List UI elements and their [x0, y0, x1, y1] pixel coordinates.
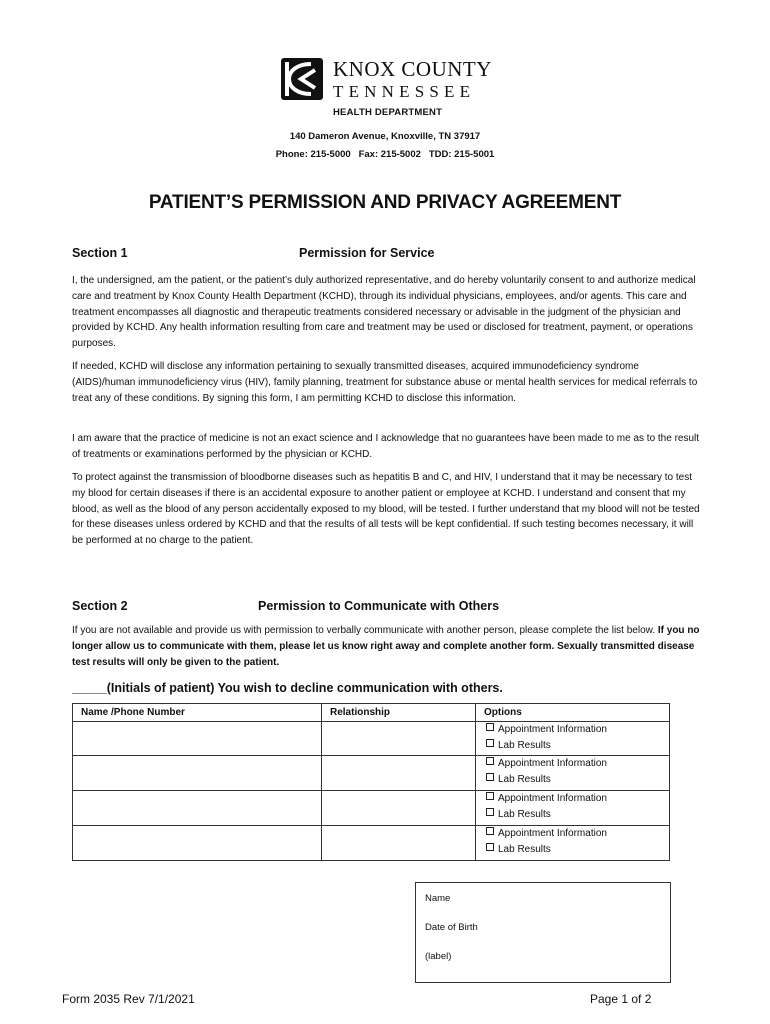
table-row: [73, 722, 670, 756]
checkbox-icon[interactable]: [486, 723, 494, 731]
options-cell: [476, 722, 670, 756]
option-lab-results[interactable]: Lab Results: [486, 772, 669, 788]
option-appointment[interactable]: Appointment Information: [486, 791, 669, 807]
option-appointment[interactable]: Appointment Information: [486, 826, 669, 842]
option-lab-results[interactable]: Lab Results: [486, 842, 669, 858]
kchd-logo-icon: [281, 58, 323, 100]
section1-paragraph-2: If needed, KCHD will disclose any information pertaining to sexually transmitted diseases, acquired immunodeficiency syndrome (AIDS)/human immunodeficiency virus (HIV), family planning, treatment for substance abuse or mental health services for medical referrals to treat any of these conditions. By signing this form, I am permitting KCHD to disclose this information.: [72, 361, 698, 404]
options-cell: [476, 756, 670, 791]
option-appointment[interactable]: Appointment Information: [486, 756, 669, 772]
communication-table: [72, 703, 670, 861]
relationship-cell[interactable]: [322, 756, 476, 791]
relationship-cell[interactable]: [322, 826, 476, 861]
column-header-options: Options: [476, 704, 670, 722]
section2-intro-plain: If you are not available and provide us with permission to verbally communicate with another person, please complete the list below.: [72, 625, 656, 636]
checkbox-icon[interactable]: [486, 792, 494, 800]
label-placeholder: (label): [425, 951, 452, 962]
checkbox-icon[interactable]: [486, 827, 494, 835]
phone-numbers: Phone: 215-5000 Fax: 215-5002 TDD: 215-5001: [275, 149, 495, 160]
section1-paragraph-4: To protect against the transmission of bloodborne diseases such as hepatitis B and C, and HIV, I understand that it may be necessary to test my blood for certain diseases if there is an accidental exposure to another patient or employee at KCHD. I understand and consent that my blood, as well as the blood of any person accidentally exposed to my blood, will be tested. I further understand that my blood will not be tested for these diseases unless ordered by KCHD and that the results of all tests will be kept confidential. If such testing becomes necessary, it will be performed at no charge to the patient.: [72, 472, 700, 547]
table-row: [73, 826, 670, 861]
section1-paragraph-1: I, the undersigned, am the patient, or the patient’s duly authorized representative, and do hereby voluntarily consent to and authorize medical care and treatment by Knox County Health Department (KCHD), through its individual physicians, employees, and/or agents. This care and treatment encompasses all diagnostic and therapeutic treatments considered necessary or advisable in the judgment of the physician and provided by KCHD. Any health information resulting from care and treatment may be used or disclosed for treatment, payment, or operations purposes.: [72, 275, 696, 350]
options-cell: [476, 791, 670, 826]
checkbox-icon[interactable]: [486, 773, 494, 781]
relationship-cell[interactable]: [322, 722, 476, 756]
name-phone-cell[interactable]: [73, 826, 322, 861]
label-name: Name: [425, 893, 451, 904]
patient-label-box[interactable]: [415, 882, 671, 983]
section1-heading: Permission for Service: [299, 246, 435, 260]
section2-heading: Permission to Communicate with Others: [258, 599, 500, 613]
logo-text-state: TENNESSEE: [333, 82, 476, 101]
decline-initials-line[interactable]: _____(Initials of patient) You wish to decline communication with others.: [72, 681, 503, 695]
column-header-name-phone: Name /Phone Number: [73, 704, 322, 722]
checkbox-icon[interactable]: [486, 843, 494, 851]
logo-text-county: KNOX COUNTY: [333, 57, 492, 81]
section1-paragraph-3: I am aware that the practice of medicine is not an exact science and I acknowledge that no guarantees have been made to me as to the result of treatments or examinations performed by the physician or KCHD.: [72, 433, 700, 460]
name-phone-cell[interactable]: [73, 756, 322, 791]
option-lab-results[interactable]: Lab Results: [486, 738, 669, 754]
table-header-row: [73, 704, 670, 722]
section2-label: Section 2: [72, 599, 128, 613]
checkbox-icon[interactable]: [486, 757, 494, 765]
section2-intro-bold: If you no longer allow us to communicate with them, please let us know right away and complete another form. Sexually transmitted disease test results will only be given to the patient.: [72, 625, 700, 668]
table-row: [73, 791, 670, 826]
logo-text-department: HEALTH DEPARTMENT: [333, 107, 443, 118]
option-appointment[interactable]: Appointment Information: [486, 722, 669, 738]
name-phone-cell[interactable]: [73, 722, 322, 756]
label-date-of-birth: Date of Birth: [425, 922, 478, 933]
form-number: Form 2035 Rev 7/1/2021: [62, 992, 195, 1006]
address: 140 Dameron Avenue, Knoxville, TN 37917: [289, 131, 481, 142]
name-phone-cell[interactable]: [73, 791, 322, 826]
column-header-relationship: Relationship: [322, 704, 476, 722]
page-title: PATIENT’S PERMISSION AND PRIVACY AGREEMENT: [148, 192, 622, 213]
checkbox-icon[interactable]: [486, 808, 494, 816]
relationship-cell[interactable]: [322, 791, 476, 826]
option-lab-results[interactable]: Lab Results: [486, 807, 669, 823]
options-cell: [476, 826, 670, 861]
table-row: [73, 756, 670, 791]
page-number: Page 1 of 2: [590, 992, 652, 1006]
checkbox-icon[interactable]: [486, 739, 494, 747]
section2-intro: [72, 623, 700, 670]
section1-label: Section 1: [72, 246, 128, 260]
